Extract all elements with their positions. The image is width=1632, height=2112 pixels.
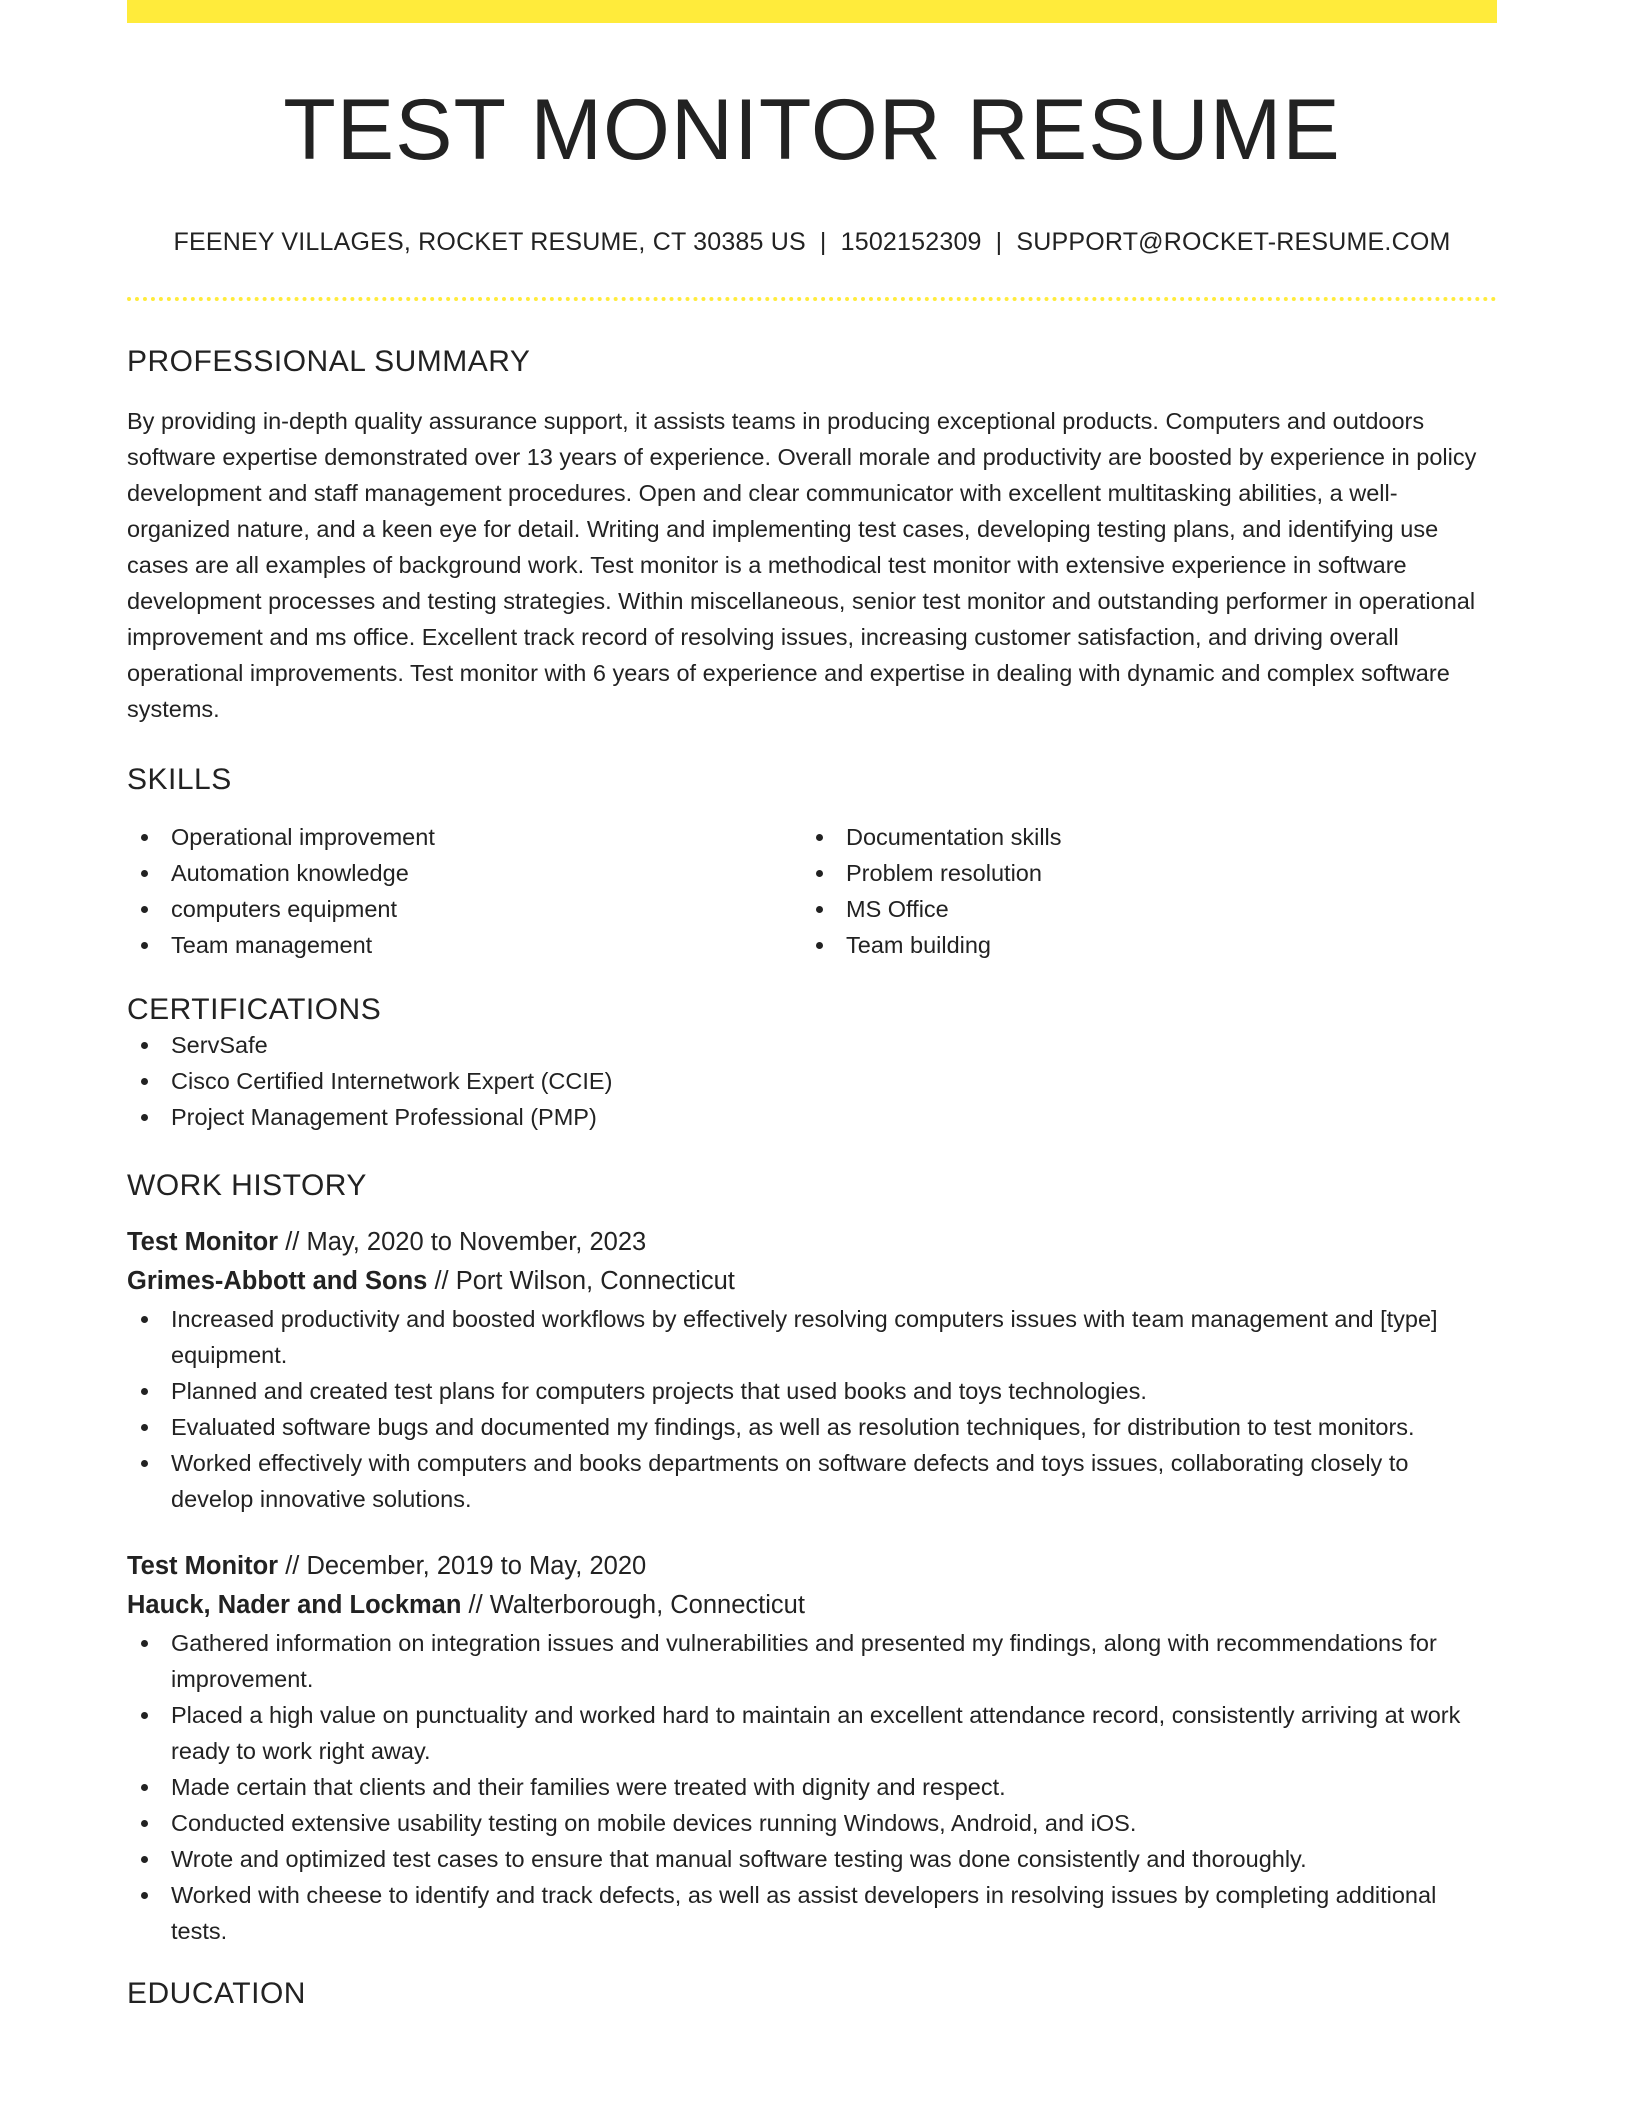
certification-item: Cisco Certified Internetwork Expert (CCIE) — [127, 1063, 1497, 1099]
job-duty-item: Worked with cheese to identify and track defects, as well as assist developers in resolving issues by completing additional tests. — [127, 1877, 1497, 1949]
education-heading: EDUCATION — [127, 1976, 306, 2010]
certifications-list — [127, 1027, 1497, 1135]
contact-separator: | — [819, 227, 827, 256]
job-entry — [127, 1223, 1497, 1517]
job-duties-list — [127, 1625, 1497, 1949]
job-company: Hauck, Nader and Lockman — [127, 1590, 462, 1619]
contact-phone: 1502152309 — [840, 227, 982, 256]
job-duty-item: Placed a high value on punctuality and worked hard to maintain an excellent attendance record, consistently arriving at work ready to work right away. — [127, 1697, 1497, 1769]
skills-grid — [127, 819, 1497, 963]
job-company-line — [127, 1586, 1497, 1625]
skills-list-left — [127, 819, 802, 963]
skill-item: Team management — [127, 927, 802, 963]
skills-heading: SKILLS — [127, 762, 232, 796]
job-duty-item: Increased productivity and boosted workflows by effectively resolving computers issues with team management and [type] equipment. — [127, 1301, 1497, 1373]
skills-column-left — [127, 819, 802, 963]
job-duty-item: Made certain that clients and their families were treated with dignity and respect. — [127, 1769, 1497, 1805]
resume-page — [127, 0, 1497, 2011]
skill-item: MS Office — [802, 891, 1477, 927]
accent-top-bar — [127, 0, 1497, 23]
job-company-line — [127, 1262, 1497, 1301]
contact-line — [127, 228, 1497, 257]
skill-item: computers equipment — [127, 891, 802, 927]
skill-item: Team building — [802, 927, 1477, 963]
contact-address: FEENEY VILLAGES, ROCKET RESUME, CT 30385 US — [173, 227, 806, 256]
skills-list-right — [802, 819, 1477, 963]
job-location: // Walterborough, Connecticut — [461, 1590, 805, 1619]
skill-item: Operational improvement — [127, 819, 802, 855]
job-duty-item: Wrote and optimized test cases to ensure that manual software testing was done consistently and thoroughly. — [127, 1841, 1497, 1877]
job-dates: // May, 2020 to November, 2023 — [278, 1227, 647, 1256]
job-duties-list — [127, 1301, 1497, 1517]
job-duty-item: Gathered information on integration issues and vulnerabilities and presented my findings, along with recommendations for improvement. — [127, 1625, 1497, 1697]
job-entry — [127, 1547, 1497, 1949]
resume-title: TEST MONITOR RESUME — [283, 82, 1341, 178]
certifications-heading: CERTIFICATIONS — [127, 992, 382, 1026]
summary-heading: PROFESSIONAL SUMMARY — [127, 344, 531, 378]
job-title-line — [127, 1223, 1497, 1262]
summary-text: By providing in-depth quality assurance support, it assists teams in producing exceptional products. Computers and outdoors software expertise demonstrated over 13 years of experience. Overall morale and productivity are boosted by experience in policy development and staff management procedures. Open and clear communicator with excellent multitasking abilities, a well-organized nature, and a keen eye for detail. Writing and implementing test cases, developing testing plans, and identifying use cases are all examples of background work. Test monitor is a methodical test monitor with extensive experience in software development processes and testing strategies. Within miscellaneous, senior test monitor and outstanding performer in operational improvement and ms office. Excellent track record of resolving issues, increasing customer satisfaction, and driving overall operational improvements. Test monitor with 6 years of experience and expertise in dealing with dynamic and complex software systems. — [127, 407, 1477, 722]
contact-email: SUPPORT@ROCKET-RESUME.COM — [1016, 227, 1451, 256]
job-duty-item: Evaluated software bugs and documented my findings, as well as resolution techniques, for distribution to test monitors. — [127, 1409, 1497, 1445]
work-history-heading: WORK HISTORY — [127, 1168, 367, 1202]
job-location: // Port Wilson, Connecticut — [427, 1266, 735, 1295]
job-dates: // December, 2019 to May, 2020 — [278, 1551, 647, 1580]
skills-column-right — [802, 819, 1477, 963]
job-duty-item: Conducted extensive usability testing on mobile devices running Windows, Android, and iOS. — [127, 1805, 1497, 1841]
job-duty-item: Planned and created test plans for computers projects that used books and toys technologies. — [127, 1373, 1497, 1409]
job-role: Test Monitor — [127, 1227, 279, 1256]
skill-item: Problem resolution — [802, 855, 1477, 891]
certification-item: ServSafe — [127, 1027, 1497, 1063]
job-role: Test Monitor — [127, 1551, 279, 1580]
dotted-divider — [127, 297, 1497, 301]
job-title-line — [127, 1547, 1497, 1586]
certification-item: Project Management Professional (PMP) — [127, 1099, 1497, 1135]
job-company: Grimes-Abbott and Sons — [127, 1266, 428, 1295]
job-duty-item: Worked effectively with computers and books departments on software defects and toys issues, collaborating closely to develop innovative solutions. — [127, 1445, 1497, 1517]
contact-separator: | — [995, 227, 1003, 256]
skill-item: Automation knowledge — [127, 855, 802, 891]
skill-item: Documentation skills — [802, 819, 1477, 855]
